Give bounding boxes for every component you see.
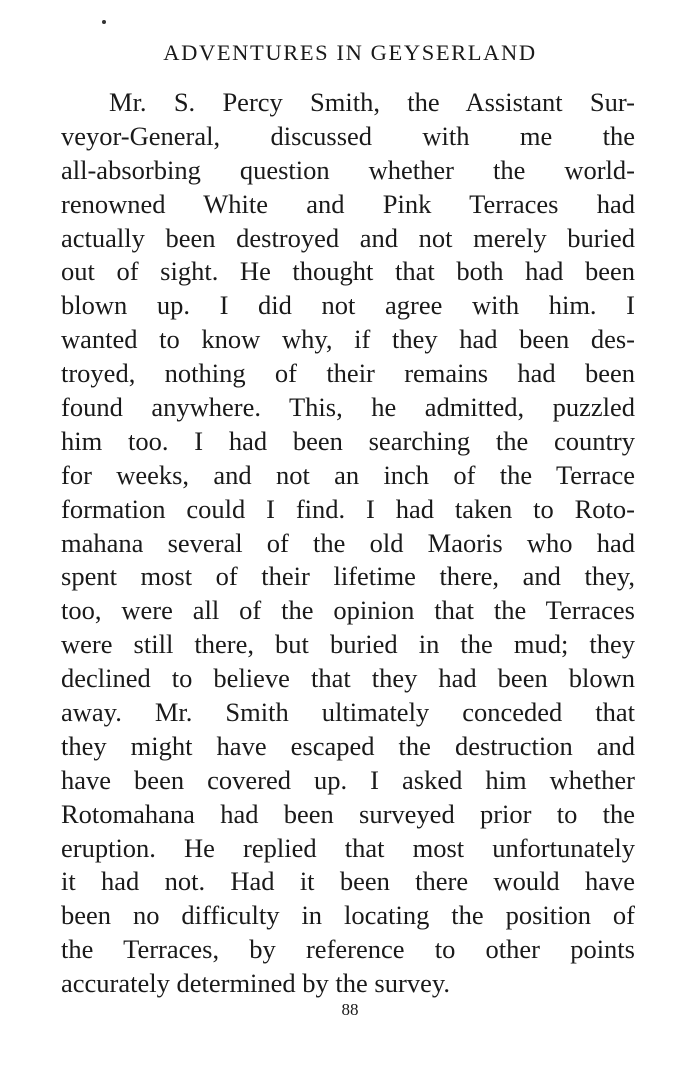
text-line: eruption. He replied that most unfortunately — [61, 832, 635, 863]
text-line: accurately determined by the survey. — [61, 968, 450, 999]
text-line: wanted to know why, if they had been des- — [61, 324, 635, 355]
text-line: him too. I had been searching the country — [61, 425, 635, 456]
text-line: troyed, nothing of their remains had been — [61, 358, 635, 389]
text-line: were still there, but buried in the mud; they — [61, 629, 635, 660]
text-line: for weeks, and not an inch of the Terrace — [61, 459, 635, 490]
text-line: formation could I find. I had taken to Roto- — [61, 493, 635, 524]
body-paragraph — [61, 86, 635, 1001]
text-line: the Terraces, by reference to other points — [61, 934, 635, 965]
text-line: they might have escaped the destruction and — [61, 730, 635, 761]
text-line: away. Mr. Smith ultimately conceded that — [61, 697, 635, 728]
page-number: 88 — [341, 1000, 359, 1019]
text-line: been no difficulty in locating the position of — [61, 900, 635, 931]
text-line: mahana several of the old Maoris who had — [61, 527, 635, 558]
text-line: out of sight. He thought that both had been — [61, 256, 635, 287]
text-line: declined to believe that they had been blown — [61, 663, 635, 694]
text-line: Rotomahana had been surveyed prior to the — [61, 798, 635, 829]
text-line: found anywhere. This, he admitted, puzzled — [61, 392, 635, 423]
text-line: veyor-General, discussed with me the — [61, 120, 635, 151]
running-head: ADVENTURES IN GEYSERLAND — [163, 40, 537, 65]
ink-speck — [102, 20, 106, 24]
text-line: actually been destroyed and not merely buried — [61, 222, 635, 253]
text-line: Mr. S. Percy Smith, the Assistant Sur- — [109, 87, 635, 117]
text-line: renowned White and Pink Terraces had — [61, 188, 635, 219]
text-line: blown up. I did not agree with him. I — [61, 290, 635, 321]
text-line: all-absorbing question whether the world- — [61, 154, 635, 185]
text-line: spent most of their lifetime there, and they, — [61, 561, 635, 592]
text-line: too, were all of the opinion that the Terraces — [61, 595, 635, 626]
text-line: have been covered up. I asked him whether — [61, 764, 635, 795]
text-line: it had not. Had it been there would have — [61, 866, 635, 897]
